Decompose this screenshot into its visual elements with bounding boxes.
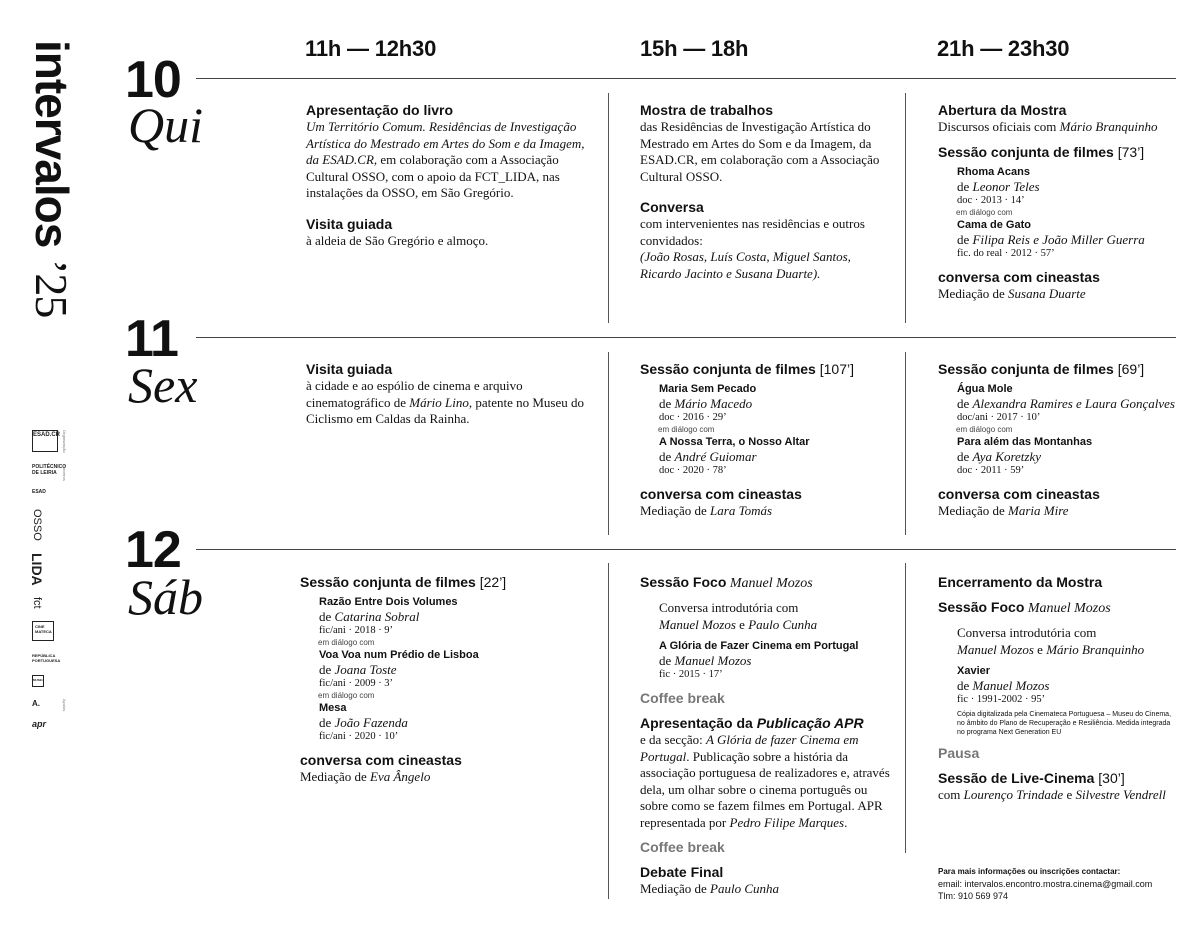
day10-afternoon: Mostra de trabalhos das Residências de Investigação Artística do Mestrado em Artes do Som e da Imagem, da ESAD.CR, em colaboração com a Associação Cultural OSSO. Conversa com intervenientes nas residências e outros convidados: (João Rosas, Luís Costa, Miguel Santos, Ricardo Jacinto e Susana Duarte). (640, 102, 880, 281)
film-entry: Rhoma Acans de Leonor Teles doc · 2013 · 14’ em diálogo com Cama de Gato de Filipa Reis e João Miller Guerra fic. do real · 2012 · 57’ (956, 165, 1145, 259)
day11-afternoon: Sessão conjunta de filmes [107’] Maria Sem Pecado de Mário Macedo doc · 2016 · 29’ em diálogo com A Nossa Terra, o Nosso Altar de André Guiomar doc · 2020 · 78’ conversa com cineastas Mediação de Lara Tomás (640, 361, 895, 520)
day11-evening: Sessão conjunta de filmes [69’] Água Mole de Alexandra Ramires e Laura Gonçalves doc/ani · 2017 · 10’ em diálogo com Para além das Montanhas de Aya Koretzky doc · 2011 · 59’ conversa com cineastas Mediação de Maria Mire (938, 361, 1188, 520)
day-number-10: 10 (125, 51, 181, 109)
day-number-12: 12 (125, 521, 181, 579)
day-name-sab: Sáb (128, 569, 203, 625)
row-divider (196, 337, 1176, 338)
column-divider (608, 563, 609, 899)
day12-evening: Encerramento da Mostra Sessão Foco Manuel Mozos Conversa introdutória com Manuel Mozos e Mário Branquinho Xavier de Manuel Mozos fic · 1991-2002 · 95’ Cópia digitalizada pela Cinemateca Portuguesa – Museu do Cinema, no âmbito do Plano de Recuperação e Resiliência. Medida integrada no programa Next Generation EU Pausa Sessão de Live-Cinema [30’] com Lourenço Trindade e Silvestre Vendrell (938, 574, 1178, 804)
logo-museu: MUSEU (32, 675, 72, 687)
row-divider (196, 549, 1176, 550)
logo-apoio: A. Apoios (32, 699, 67, 712)
film-entry: Razão Entre Dois Volumes de Catarina Sobral fic/ani · 2018 · 9’ em diálogo com Voa Voa num Prédio de Lisboa de Joana Toste fic/ani · 2009 · 3’ em diálogo com Mesa de João Fazenda fic/ani · 2020 · 10’ (318, 596, 479, 742)
day12-morning: Sessão conjunta de filmes [22’] Razão Entre Dois Volumes de Catarina Sobral fic/ani · 2018 · 9’ em diálogo com Voa Voa num Prédio de Lisboa de Joana Toste fic/ani · 2009 · 3’ em diálogo com Mesa de João Fazenda fic/ani · 2020 · 10’ conversa com cineastas Mediação de Eva Ângelo (300, 574, 595, 786)
logo-esad: ESAD.CR Organização (33, 430, 67, 453)
column-divider (905, 93, 906, 323)
day10-morning: Apresentação do livro Um Território Comum. Residências de Investigação Artística do Mestrado em Artes do Som e da Imagem, da ESAD.CR, em colaboração com a Associação Cultural OSSO, com o apoio da FCT_LIDA, nas instalações da OSSO, em São Gregório. Visita guiada à aldeia de São Gregório e almoço. (306, 102, 585, 248)
sponsor-logos (29, 430, 72, 741)
brand-wordmark: intervalos ’25 (26, 40, 78, 318)
logo-politecnico: POLITÉCNICO DE LEIRIA Parceiros (32, 464, 67, 481)
column-divider (905, 563, 906, 853)
column-divider (905, 352, 906, 535)
column-divider (608, 352, 609, 535)
film-entry: Água Mole de Alexandra Ramires e Laura Gonçalves doc/ani · 2017 · 10’ em diálogo com Para além das Montanhas de Aya Koretzky doc · 2011 · 59’ (956, 383, 1175, 476)
row-divider (196, 78, 1176, 79)
logo-osso: OSSO (31, 509, 43, 541)
logo-fct: fct (31, 597, 43, 610)
contact-info: Para mais informações ou inscrições contactar: email: intervalos.encontro.mostra.cinema@gmail.com Tlm: 910 569 974 (938, 867, 1153, 901)
day-name-qui: Qui (128, 97, 203, 153)
logo-apr: apr (32, 719, 47, 730)
contact-email: email: intervalos.encontro.mostra.cinema@gmail.com (938, 879, 1153, 889)
brand-logo (28, 40, 76, 380)
contact-phone: Tlm: 910 569 974 (938, 891, 1009, 901)
logo-cinemateca: CINE MATECA (32, 621, 72, 641)
logo-esad-small: ESAD (32, 489, 46, 495)
day-number-11: 11 (125, 310, 178, 368)
day12-afternoon: Sessão Foco Manuel Mozos Conversa introdutória com Manuel Mozos e Paulo Cunha A Glória de Fazer Cinema em Portugal de Manuel Mozos fic · 2015 · 17’ Coffee break Apresentação da Publicação APR e da secção: A Glória de fazer Cinema em Portugal. Publicação sobre a história da associação portuguesa de realizadores e, através dela, um olhar sobre o cinema português ou sobre como se fazem filmes em Portugal. APR representada por Pedro Filipe Marques. Coffee break Debate Final Mediação de Paulo Cunha (640, 574, 890, 896)
film-entry: A Glória de Fazer Cinema em Portugal de Manuel Mozos fic · 2015 · 17’ (659, 640, 859, 680)
logo-lida: LIDA (29, 552, 45, 586)
film-entry: Maria Sem Pecado de Mário Macedo doc · 2016 · 29’ em diálogo com A Nossa Terra, o Nosso Altar de André Guiomar doc · 2020 · 78’ (658, 383, 810, 476)
column-header-afternoon: 15h — 18h (640, 36, 749, 61)
column-divider (608, 93, 609, 323)
day11-morning: Visita guiada à cidade e ao espólio de cinema e arquivo cinematográfico de Mário Lino, patente no Museu do Ciclismo em Caldas da Rainha. (306, 361, 584, 426)
day-name-sex: Sex (128, 357, 198, 413)
logo-republica: REPÚBLICA PORTUGUESA (32, 653, 61, 664)
column-header-evening: 21h — 23h30 (937, 36, 1070, 61)
film-entry: Xavier de Manuel Mozos fic · 1991-2002 · 95’ Cópia digitalizada pela Cinemateca Portuguesa – Museu do Cinema, no âmbito do Plano de Recuperação e Resiliência. Medida integrada no programa Next Generation EU (957, 665, 1172, 736)
day10-evening: Abertura da Mostra Discursos oficiais com Mário Branquinho Sessão conjunta de filmes [73’] Rhoma Acans de Leonor Teles doc · 2013 · 14’ em diálogo com Cama de Gato de Filipa Reis e João Miller Guerra fic. do real · 2012 · 57’ conversa com cineastas Mediação de Susana Duarte (938, 102, 1183, 302)
column-header-morning: 11h — 12h30 (305, 36, 437, 61)
